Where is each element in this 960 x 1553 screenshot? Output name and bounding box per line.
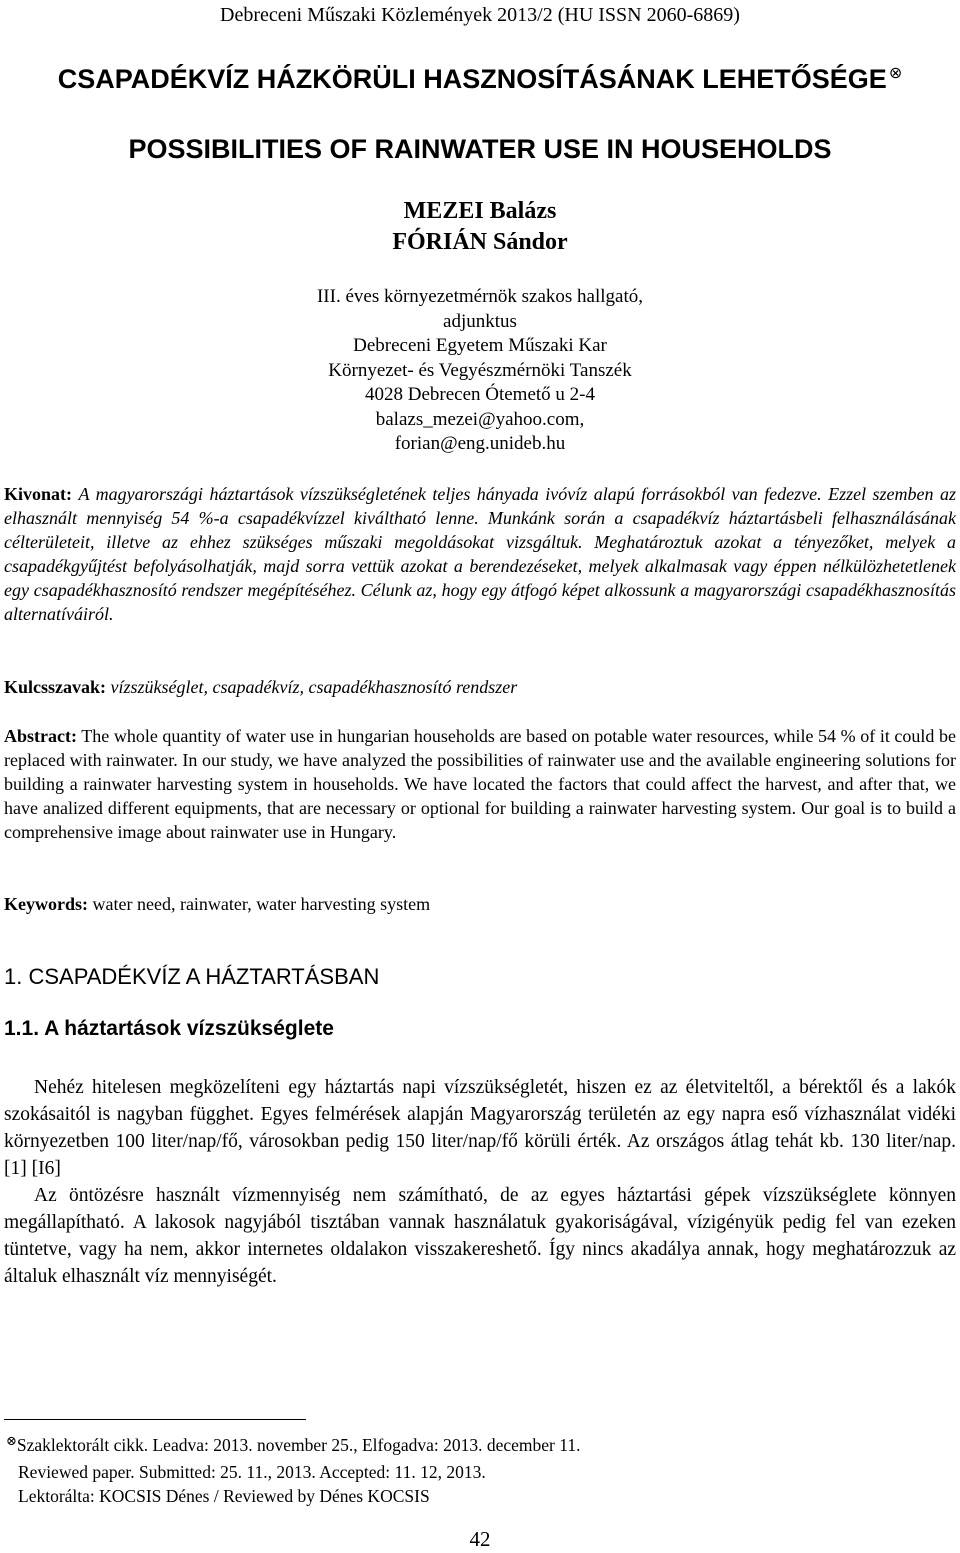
- footnote-line: [6, 1433, 946, 1459]
- author-1: MEZEI Balázs: [403, 198, 557, 224]
- keywords-english-text: water need, rainwater, water harvesting system: [92, 894, 431, 914]
- keywords-english-label: Keywords:: [4, 894, 88, 914]
- footnote-text: Szaklektorált cikk. Leadva: 2013. november 25., Elfogadva: 2013. december 11.: [16, 1435, 581, 1455]
- affiliation-line: adjunktus: [443, 310, 517, 332]
- title-hungarian-text: CSAPADÉKVÍZ HÁZKÖRÜLI HASZNOSÍTÁSÁNAK LEHETŐSÉGE: [57, 64, 887, 94]
- footnote-text: Reviewed paper. Submitted: 25. 11., 2013. Accepted: 11. 12, 2013.: [18, 1462, 486, 1482]
- keywords-hungarian-label: Kulcsszavak:: [4, 677, 107, 697]
- keywords-hungarian-text: vízszükséglet, csapadékvíz, csapadékhasznosító rendszer: [110, 677, 518, 697]
- footnote-mark-icon: ⊗: [6, 1433, 17, 1448]
- footnote-line: [6, 1484, 946, 1508]
- footnote-line: [6, 1460, 946, 1484]
- body-paragraph: Az öntözésre használt vízmennyiség nem számítható, de az egyes háztartási gépek vízszükséglete könnyen megállapítható. A lakosok nagyjából tisztában vannak használatuk gyakoriságával, vízigényük pedig fel van ezeken tüntetve, vagy ha nem, akkor internetes oldalakon visszakereshető. Így nincs akadálya annak, hogy meghatározzuk az általuk elhasznált víz mennyiségét.: [4, 1185, 956, 1287]
- footnote-text: Lektorálta: KOCSIS Dénes / Reviewed by Dénes KOCSIS: [18, 1486, 430, 1506]
- subsection-heading: 1.1. A háztartások vízszükséglete: [4, 1017, 334, 1040]
- keywords-hungarian: [4, 675, 956, 699]
- affiliation-line: forian@eng.unideb.hu: [394, 433, 566, 454]
- authors: [0, 196, 960, 258]
- affiliation-line: balazs_mezei@yahoo.com,: [375, 408, 585, 430]
- affiliation-line: III. éves környezetmérnök szakos hallgató,: [316, 286, 644, 307]
- affiliation-line: Környezet- és Vegyészmérnöki Tanszék: [328, 359, 632, 381]
- affiliation-line: 4028 Debrecen Ótemető u 2-4: [364, 384, 596, 405]
- affiliation: [0, 285, 960, 457]
- footnote-divider: [4, 1419, 306, 1420]
- section-heading: 1. CSAPADÉKVÍZ A HÁZTARTÁSBAN: [4, 964, 380, 989]
- abstract-hungarian: [4, 482, 956, 626]
- author-2: FÓRIÁN Sándor: [392, 229, 568, 255]
- body-text: [4, 1074, 956, 1290]
- affiliation-line: Debreceni Egyetem Műszaki Kar: [353, 335, 607, 356]
- abstract-english-label: Abstract:: [4, 726, 77, 746]
- title-hungarian: [0, 64, 960, 95]
- abstract-english: [4, 724, 956, 844]
- abstract-hungarian-label: Kivonat:: [4, 484, 73, 504]
- journal-header: Debreceni Műszaki Közlemények 2013/2 (HU ISSN 2060-6869): [220, 4, 740, 26]
- body-paragraph: Nehéz hitelesen megközelíteni egy háztartás napi vízszükségletét, hiszen ez az életviteltől, a bérektől és a lakók szokásaitól is nagyban függhet. Egyes felmérések alapján Magyarország területén az egy napra eső vízhasználat vidéki környezetben 100 liter/nap/fő, városokban pedig 150 liter/nap/fő körüli érték. Az országos átlag tehát kb. 130 liter/nap. [1] [I6]: [4, 1077, 956, 1179]
- footnote-mark-icon: ⊗: [888, 65, 903, 82]
- abstract-english-text: The whole quantity of water use in hungarian households are based on potable water resources, while 54 % of it could be replaced with rainwater. In our study, we have analyzed the possibilities of rainwater use and the available engineering solutions for building a rainwater harvesting system in households. We have located the factors that could affect the harvest, and after that, we have analized different equipments, that are necessary or optional for building a rainwater harvesting system. Our goal is to build a comprehensive image about rainwater use in Hungary.: [4, 726, 956, 842]
- keywords-english: [4, 892, 956, 916]
- title-english: POSSIBILITIES OF RAINWATER USE IN HOUSEHOLDS: [128, 134, 832, 164]
- abstract-hungarian-text: A magyarországi háztartások vízszükségletének teljes hányada ivóvíz alapú forrásokból van fedezve. Ezzel szemben az elhasznált mennyiség 54 %-a csapadékvízzel kiváltható lenne. Munkánk során a csapadékvíz háztartásbeli felhasználásának célterületeit, illetve az ehhez szükséges műszaki megoldásokat vizsgáltuk. Meghatároztuk azokat a tényezőket, melyek a csapadékgyűjtést befolyásolhatják, majd sorra vettük azokat a berendezéseket, melyek alkalmasak vagy éppen nélkülözhetetlenek egy csapadékhasznosító rendszer megépítéséhez. Célunk az, hogy egy átfogó képet alkossunk a magyarországi csapadékhasznosítás alternatíváiról.: [4, 484, 957, 624]
- page-number: 42: [469, 1527, 491, 1551]
